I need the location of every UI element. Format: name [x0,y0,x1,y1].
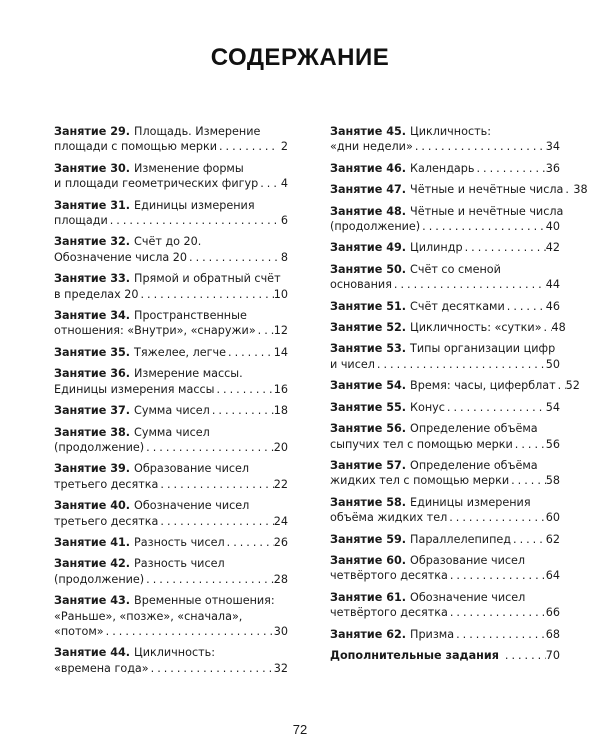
page-ref: 6 [280,214,288,228]
lesson-number: Занятие 33. [54,272,131,286]
toc-entry [330,204,564,235]
lesson-title: Единицы измерения [134,198,255,212]
page-ref: 44 [545,278,560,292]
lesson-number: Занятие 36. [54,367,131,381]
lesson-title: Тяжелее, легче [134,345,227,359]
toc-entry-line [54,514,288,529]
toc-entry-line [54,609,288,624]
lesson-title: третьего десятка [54,477,159,491]
lesson-number: Занятие 56. [330,422,407,436]
toc-entry-line [330,648,560,663]
lesson-title: Определение объёма [410,422,538,436]
toc-entry [54,593,288,639]
lesson-number: Занятие 29. [54,125,131,138]
lesson-number: Занятие 55. [330,400,407,414]
page-ref: 54 [545,400,560,414]
lesson-number: Занятие 39. [54,462,131,476]
toc-entry-line [330,553,560,568]
toc-entry-line [330,495,560,510]
lesson-title: Определение объёма [410,458,538,472]
toc-entry [54,366,288,397]
lesson-title: Обозначение чисел [410,590,526,604]
lesson-number: Занятие 54. [330,379,407,393]
toc-entry [330,590,560,621]
page-ref: 48 [551,321,566,335]
lesson-number: Занятие 34. [54,309,131,323]
toc-entry-line [330,204,564,219]
leader-dots [158,514,273,529]
lesson-number: Занятие 57. [330,458,407,472]
toc-entry [330,182,588,197]
lesson-title: Площадь. Измерение [134,125,261,138]
lesson-title: Призма [410,627,455,641]
toc-entry-line [54,535,288,550]
toc-entry [54,645,288,676]
page-ref: 14 [273,345,288,359]
leader-dots [420,219,546,234]
lesson-title: Обозначение числа 20 [54,250,188,264]
lesson-title: площади с помощью мерки [54,140,217,154]
leader-dots [474,161,545,176]
toc-entry [330,161,560,176]
page-ref: 22 [273,477,288,491]
toc-entry-line [330,400,560,415]
toc-entry [54,425,288,456]
page-ref: 26 [273,535,288,549]
leader-dots [375,357,546,372]
page-ref: 32 [273,661,288,675]
page-title: СОДЕРЖАНИЕ [210,44,390,71]
toc-entry [330,124,560,155]
lesson-number: Занятие 62. [330,627,407,641]
toc-entry-line [54,250,288,265]
toc-entry [330,299,560,314]
toc-entry-line [330,627,560,642]
toc-entry-line [54,440,288,455]
lesson-title: Измерение массы. [134,367,243,381]
toc-entry-line [54,271,288,286]
toc-entry-line [54,323,288,338]
lesson-title: четвёртого десятка [330,606,448,620]
lesson-number: Занятие 53. [330,342,407,356]
lesson-number: Занятие 30. [54,161,131,175]
lesson-title: Цикличность: [410,125,491,138]
lesson-number: Занятие 58. [330,495,407,509]
lesson-title: отношения: «Внутри», «снаружи» [54,324,256,338]
toc-entry [330,495,560,526]
lesson-title: четвёртого десятка [330,569,448,583]
leader-dots [225,535,274,550]
leader-dots [210,403,274,418]
lesson-title: Единицы измерения [410,495,531,509]
page-ref: 34 [545,140,560,154]
lesson-number: Занятие 38. [54,425,131,439]
lesson-title: Конус [410,400,445,414]
lesson-title: и площади геометрических фигур [54,177,259,191]
lesson-title: Цикличность: «сутки» [410,321,542,335]
toc-entry-line [330,320,566,335]
toc-entry [54,198,288,229]
toc-entry [330,240,560,255]
toc-entry-line [54,345,288,360]
leader-dots [445,400,546,415]
page-ref: 60 [545,511,560,525]
lesson-title: жидких тел с помощью мерки [330,474,510,488]
lesson-number: Занятие 37. [54,404,131,418]
toc-entry [330,627,560,642]
toc-entry-line [330,182,588,197]
lesson-title: Изменение формы [134,161,244,175]
page-ref: 52 [565,379,580,393]
page-ref: 8 [280,250,288,264]
lesson-title: площади [54,214,108,228]
toc-entry-line [54,176,288,191]
toc-entry-line [330,568,560,583]
page-ref: 2 [280,140,288,154]
leader-dots [509,473,546,488]
toc-entry-line [54,572,288,587]
page-ref: 38 [573,183,588,197]
page-ref: 4 [280,177,288,191]
toc-entry [54,403,288,418]
page-ref: 50 [545,357,560,371]
toc-entry-line [330,510,560,525]
toc-entry-line [330,161,560,176]
lesson-title: Счёт десятками [410,299,505,313]
toc-entry-line [54,461,288,476]
toc-entry-line [54,382,288,397]
page-ref: 18 [273,404,288,418]
toc-entry-line [54,624,288,639]
page-ref: 20 [273,440,288,454]
leader-dots [563,182,573,197]
lesson-title: и чисел [330,357,375,371]
lesson-number: Занятие 35. [54,345,131,359]
toc-entry [54,308,288,339]
leader-dots [104,624,274,639]
lesson-number: Занятие 45. [330,125,407,138]
lesson-number: Занятие 43. [54,594,131,608]
lesson-title: Временные отношения: [134,594,275,608]
toc-entry [330,262,560,293]
page-ref: 24 [273,514,288,528]
toc-entry-line [330,458,560,473]
toc-entry-line [330,262,560,277]
lesson-title: Чётные и нечётные числа [410,183,564,197]
lesson-title: Прямой и обратный счёт [134,272,281,286]
page-ref: 28 [273,572,288,586]
leader-dots [108,213,278,228]
page-ref: 42 [545,241,560,255]
lesson-title: Цикличность: [134,646,215,660]
toc-entry-line [54,425,288,440]
leader-dots [215,382,274,397]
lesson-title: «Раньше», «позже», «сначала», [54,609,243,623]
lesson-title: Параллелепипед [410,532,512,546]
page-ref: 70 [545,648,560,662]
lesson-number: Занятие 51. [330,299,407,313]
toc-entry [330,532,560,547]
toc-entry [330,458,560,489]
toc-entry-line [330,277,560,292]
lesson-title: объёма жидких тел [330,511,448,525]
toc-entry-line [330,421,560,436]
leader-dots [256,323,274,338]
leader-dots [139,287,274,302]
lesson-title: Обозначение чисел [134,499,250,513]
lesson-number: Занятие 50. [330,262,407,276]
page-ref: 36 [545,161,560,175]
page-ref: 10 [273,287,288,301]
lesson-title: Сумма чисел [134,404,210,418]
toc-entry-line [330,357,560,372]
lesson-title: Цилиндр [410,241,463,255]
leader-dots [454,627,546,642]
toc-entry-line [54,198,288,213]
toc-entry [54,535,288,550]
leader-dots [144,572,274,587]
leader-dots [503,648,546,663]
page-ref: 68 [545,627,560,641]
page-ref: 46 [545,299,560,313]
toc-entry-line [330,473,560,488]
toc-entry-line [330,437,560,452]
toc-entry [330,378,580,393]
lesson-number: Занятие 52. [330,321,407,335]
toc-entry-line [330,124,560,139]
leader-dots [513,437,546,452]
lesson-number: Занятие 31. [54,198,131,212]
toc-entry-line [330,341,560,356]
leader-dots [448,605,546,620]
lesson-title: Единицы измерения массы [54,382,215,396]
toc-entry-line [330,590,560,605]
lesson-number: Занятие 47. [330,183,407,197]
toc-entry [54,498,288,529]
lesson-number: Занятие 46. [330,161,407,175]
lesson-title: Календарь [410,161,475,175]
toc-entry-line [54,161,288,176]
leader-dots [158,477,273,492]
lesson-number: Занятие 60. [330,553,407,567]
lesson-title: Пространственные [134,309,247,323]
lesson-title: Образование чисел [410,553,526,567]
toc-entry-line [54,556,288,571]
lesson-title: «потом» [54,624,104,638]
toc-entry-line [54,234,288,249]
toc-entry [54,161,288,192]
lesson-title: «дни недели» [330,140,413,154]
toc-entry-line [54,403,288,418]
toc-entry [330,320,566,335]
lesson-title: Счёт со сменой [410,262,501,276]
lesson-title: Образование чисел [134,462,250,476]
page-ref: 58 [545,474,560,488]
toc-entry [330,421,560,452]
leader-dots [226,345,274,360]
toc-entry-line [330,299,560,314]
leader-dots [447,510,546,525]
leader-dots [217,139,278,154]
toc-entry [54,234,288,265]
leader-dots [556,378,566,393]
toc-entry [54,271,288,302]
toc-entry-line [54,366,288,381]
toc-entry [54,345,288,360]
page-ref: 62 [545,532,560,546]
toc-entry-line [54,645,288,660]
toc-entry-line [330,605,560,620]
lesson-number: Занятие 44. [54,646,131,660]
leader-dots [392,277,546,292]
toc-entry-line [330,240,560,255]
toc-entry-line [54,139,288,154]
lesson-title: основания [330,278,392,292]
lesson-title: Типы организации цифр [410,342,556,356]
toc-right-column [330,124,588,669]
lesson-title: «времена года» [54,661,149,675]
page-ref: 66 [545,606,560,620]
lesson-number: Занятие 59. [330,532,407,546]
lesson-title: Разность чисел [134,535,225,549]
lesson-title: (продолжение) [330,220,421,234]
lesson-number: Занятие 48. [330,204,407,218]
toc-entry-line [54,124,288,139]
lesson-title: Сумма чисел [134,425,210,439]
leader-dots [511,532,546,547]
toc-left-column [54,124,288,682]
toc-entry-line [54,661,288,676]
page-ref: 64 [545,569,560,583]
page-ref: 16 [273,382,288,396]
lesson-title: (продолжение) [54,440,145,454]
leader-dots [505,299,546,314]
leader-dots [187,250,278,265]
leader-dots [149,661,274,676]
leader-dots [448,568,546,583]
lesson-number: Занятие 32. [54,235,131,249]
page-ref: 30 [273,624,288,638]
toc-entry [330,553,560,584]
lesson-title: сыпучих тел с помощью мерки [330,437,513,451]
leader-dots [542,320,552,335]
leader-dots [258,176,278,191]
lesson-number: Дополнительные задания [330,648,499,662]
toc-entry [54,556,288,587]
toc-entry-line [54,498,288,513]
page-ref: 56 [545,437,560,451]
lesson-number: Занятие 42. [54,557,131,571]
toc-entry-line [330,378,580,393]
toc-entry [330,648,560,663]
toc-entry-line [330,139,560,154]
lesson-number: Занятие 61. [330,590,407,604]
lesson-title: (продолжение) [54,572,145,586]
leader-dots [144,440,274,455]
toc-entry-line [54,593,288,608]
lesson-title: Разность чисел [134,557,225,571]
lesson-title: Время: часы, циферблат [410,379,556,393]
lesson-title: в пределах 20 [54,287,139,301]
toc-entry [330,400,560,415]
toc-entry [54,461,288,492]
toc-entry [54,124,288,155]
page-number: 72 [292,722,308,737]
toc-entry-line [54,213,288,228]
toc-entry [330,341,560,372]
toc-entry-line [54,287,288,302]
leader-dots [413,139,546,154]
toc-entry-line [54,477,288,492]
toc-entry-line [330,532,560,547]
lesson-number: Занятие 49. [330,241,407,255]
toc-entry-line [54,308,288,323]
page-ref: 12 [273,324,288,338]
lesson-title: Чётные и нечётные числа [410,204,564,218]
lesson-number: Занятие 41. [54,535,131,549]
leader-dots [463,240,546,255]
page-ref: 40 [545,220,560,234]
lesson-number: Занятие 40. [54,499,131,513]
lesson-title: Счёт до 20. [134,235,202,249]
lesson-title: третьего десятка [54,514,159,528]
toc-entry-line [330,219,560,234]
